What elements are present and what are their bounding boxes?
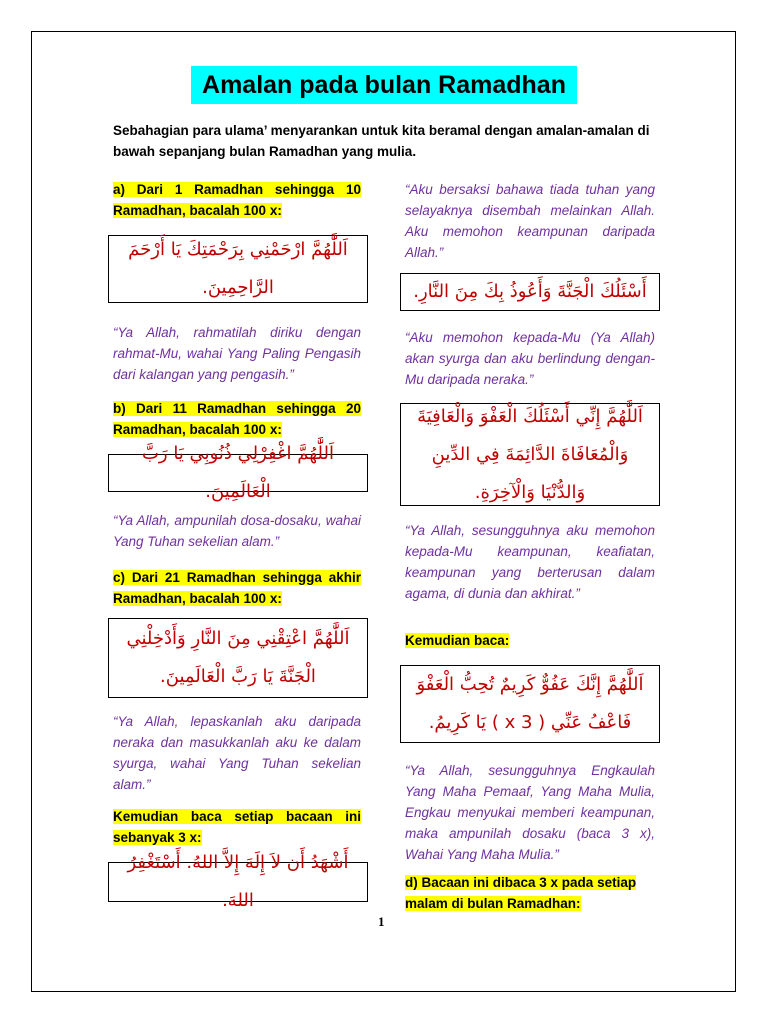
dua-a-arabic: اَللَّٰهُمَّ ارْحَمْنِي بِرَحْمَتِكَ يَا أَرْحَمَ الرَّاحِمِينَ. bbox=[128, 239, 348, 298]
section-a-label: a) Dari 1 Ramadhan sehingga 10 Ramadhan, bacalah 100 x: bbox=[113, 182, 361, 218]
section-b-label: b) Dari 11 Ramadhan sehingga 20 Ramadhan, bacalah 100 x: bbox=[113, 401, 361, 437]
afuw-box bbox=[400, 665, 660, 743]
jannah-translation: “Aku memohon kepada-Mu (Ya Allah) akan syurga dan aku berlindung dengan-Mu daripada neraka.” bbox=[405, 330, 655, 387]
shahada-arabic: أَشْهَدُ أَن لاَ إِلَهَ إِلاَّ اللهُ. أَسْتَغْفِرُ اللهَ. bbox=[127, 852, 349, 911]
section-c-label: c) Dari 21 Ramadhan sehingga akhir Ramadhan, bacalah 100 x: bbox=[113, 570, 361, 606]
dua-c-translation: “Ya Allah, lepaskanlah aku daripada neraka dan masukkanlah aku ke dalam syurga, wahai Yang Tuhan sekelian alam.” bbox=[113, 714, 361, 792]
afuw-arabic: اَللَّٰهُمَّ إِنَّكَ عَفُوٌّ كَرِيمٌ تُحِبُّ الْعَفْوَ فَاعْفُ عَنِّي ( 3 x ) يَا كَرِيمُ. bbox=[416, 674, 644, 733]
jannah-arabic: أَسْئَلُكَ الْجَنَّةَ وَأَعُوذُ بِكَ مِنَ النَّارِ. bbox=[413, 281, 647, 302]
dua-a-translation: “Ya Allah, rahmatilah diriku dengan rahmat-Mu, wahai Yang Paling Pengasih dari kalangan yang pengasih.” bbox=[113, 325, 361, 382]
intro-paragraph: Sebahagian para ulama’ menyarankan untuk kita beramal dengan amalan-amalan di bawah sepanjang bulan Ramadhan yang mulia. bbox=[113, 123, 650, 159]
afiyah-translation: “Ya Allah, sesungguhnya aku memohon kepada-Mu keampunan, keafiatan, keampunan yang berterusan dalam agama, di dunia dan akhirat.” bbox=[405, 523, 655, 601]
dua-box-b bbox=[108, 443, 368, 502]
then-read-label-right: Kemudian baca: bbox=[405, 633, 510, 648]
dua-c-arabic: اَللَّٰهُمَّ اعْتِقْنِي مِنَ النَّارِ وَأَدْخِلْنِي الْجَنَّةَ يَا رَبَّ الْعَالَمِينَ. bbox=[126, 628, 350, 687]
shahada-translation: “Aku bersaksi bahawa tiada tuhan yang selayaknya disembah melainkan Allah. Aku memohon keampunan daripada Allah.” bbox=[405, 182, 655, 260]
afuw-translation: “Ya Allah, sesungguhnya Engkaulah Yang Maha Pemaaf, Yang Maha Mulia, Engkau menyukai memberi keampunan, maka ampunilah dosaku (baca 3 x), Wahai Yang Maha Mulia.” bbox=[405, 763, 655, 862]
shahada-box bbox=[108, 852, 368, 911]
page-number: 1 bbox=[378, 914, 385, 929]
section-d-label: d) Bacaan ini dibaca 3 x pada setiap malam di bulan Ramadhan: bbox=[405, 875, 637, 911]
jannah-box bbox=[400, 273, 660, 311]
dua-b-translation: “Ya Allah, ampunilah dosa-dosaku, wahai Yang Tuhan sekelian alam.” bbox=[113, 513, 361, 549]
page-title: Amalan pada bulan Ramadhan bbox=[191, 66, 577, 104]
afiyah-box bbox=[400, 403, 660, 506]
then-read-label-left: Kemudian baca setiap bacaan ini sebanyak 3 x: bbox=[113, 809, 361, 845]
dua-b-arabic: اَللَّٰهُمَّ اغْفِرْلِي ذُنُوبِي يَا رَبَّ الْعَالَمِينَ. bbox=[141, 443, 334, 502]
dua-box-a bbox=[108, 235, 368, 303]
dua-box-c bbox=[108, 618, 368, 698]
afiyah-arabic: اَللَّٰهُمَّ إِنِّي أَسْئَلُكَ الْعَفْوَ وَالْعَافِيَةَ وَالْمُعَافَاةَ الدَّائِمَةَ فِي الدِّينِ وَالدُّنْيَا وَالْآخِرَةِ. bbox=[417, 405, 643, 503]
